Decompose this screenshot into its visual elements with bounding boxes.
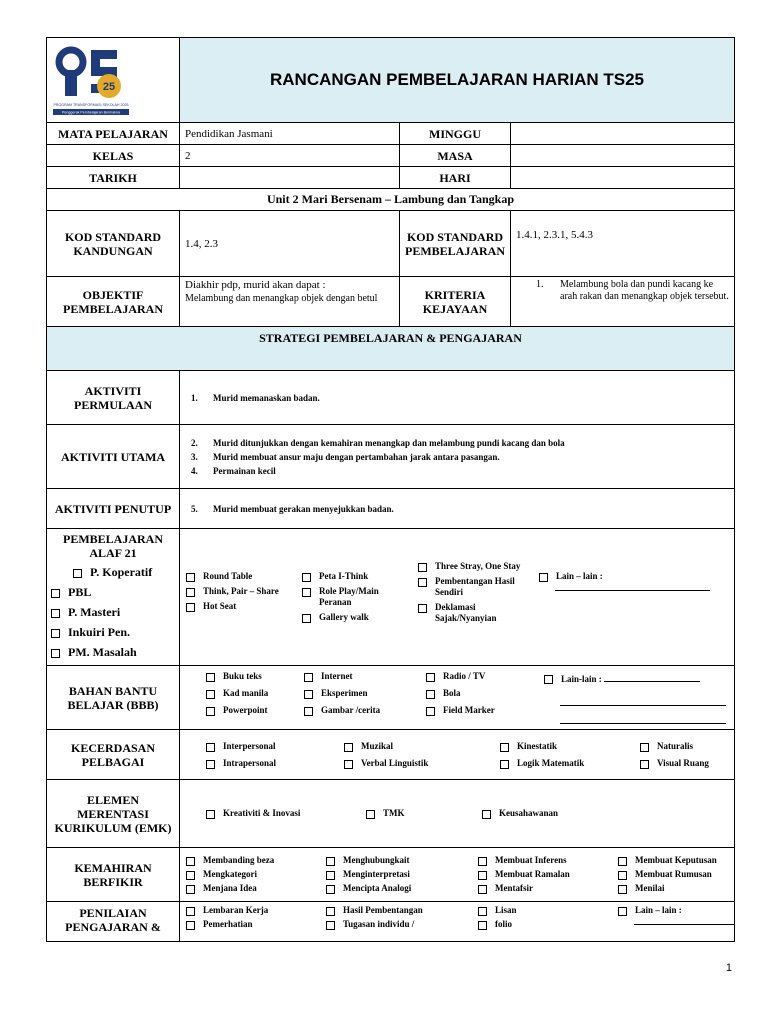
pak21-other[interactable]: Lain – lain : (539, 571, 728, 582)
class-label: KELAS (47, 145, 180, 167)
emk-options (180, 780, 735, 848)
checkbox-icon[interactable] (51, 609, 60, 618)
criteria-number: 1. (536, 279, 544, 290)
thinking-option[interactable]: Menjana Idea (186, 883, 320, 894)
learning-standard-label: KOD STANDARD PEMBELAJARAN (400, 211, 511, 277)
checkbox-icon[interactable] (206, 690, 215, 699)
checkbox-icon[interactable] (344, 743, 353, 752)
main-item: 3. Murid membuat ansur maju dengan pertambahan jarak antara pasangan. (191, 451, 500, 462)
checkbox-icon[interactable] (186, 588, 195, 597)
pak21-option[interactable]: Think, Pair – Share (186, 586, 296, 597)
thinking-option[interactable]: Membanding beza (186, 855, 320, 866)
bbb-option[interactable]: Buku teks (206, 671, 298, 682)
intelligence-option[interactable]: Intrapersonal (206, 758, 338, 769)
checkbox-icon[interactable] (618, 885, 627, 894)
logo-cell (47, 38, 180, 123)
checkbox-icon[interactable] (618, 857, 627, 866)
bbb-option[interactable]: Field Marker (426, 705, 538, 716)
checkbox-icon[interactable] (304, 673, 313, 682)
logo-caption-2: Penggerak Pembelajaran Bermakna (62, 110, 120, 115)
bbb-other[interactable]: Lain-lain : (544, 671, 728, 688)
criteria-text: Melambung bola dan pundi kacang ke arah rakan dan menangkap objek tersebut. (560, 279, 729, 302)
checkbox-icon[interactable] (302, 614, 311, 623)
checkbox-icon[interactable] (186, 573, 195, 582)
main-item: 2. Murid ditunjukkan dengan kemahiran menangkap dan melambung pundi kacang dan bola (191, 437, 565, 448)
ts25-logo-icon (51, 40, 131, 120)
assessment-label: PENILAIAN PENGAJARAN & (47, 902, 180, 942)
bbb-option[interactable]: Internet (304, 671, 420, 682)
intelligence-option[interactable]: Verbal Linguistik (344, 758, 494, 769)
thinking-option[interactable]: Mengkategori (186, 869, 320, 880)
bbb-option[interactable]: Eksperimen (304, 688, 420, 699)
checkbox-icon[interactable] (344, 760, 353, 769)
checkbox-icon[interactable] (539, 573, 548, 582)
checkbox-icon[interactable] (186, 871, 195, 880)
logo-number: 25 (102, 81, 116, 93)
intelligence-option[interactable]: Logik Matematik (500, 758, 634, 769)
assessment-option[interactable]: Hasil Pembentangan (326, 905, 472, 916)
objective-cell (180, 277, 400, 327)
closing-item: 5. Murid membuat gerakan menyejukkan badan. (191, 503, 394, 514)
thinking-option[interactable]: Membuat Rumusan (618, 869, 728, 880)
thinking-option[interactable]: Membuat Ramalan (478, 869, 612, 880)
checkbox-icon[interactable] (73, 569, 82, 578)
checkbox-icon[interactable] (206, 707, 215, 716)
emk-option[interactable]: Kreativiti & Inovasi (206, 808, 360, 819)
checkbox-icon[interactable] (304, 707, 313, 716)
thinking-option[interactable]: Membuat Inferens (478, 855, 612, 866)
checkbox-icon[interactable] (186, 885, 195, 894)
checkbox-icon[interactable] (186, 921, 195, 930)
opening-activity-cell (180, 371, 735, 425)
checkbox-icon[interactable] (500, 760, 509, 769)
checkbox-icon[interactable] (326, 921, 335, 930)
page-number: 1 (725, 962, 732, 974)
strategy-heading: STRATEGI PEMBELAJARAN & PENGAJARAN (47, 327, 735, 371)
pak21-option[interactable]: Role Play/Main Peranan (302, 586, 412, 608)
day-label: HARI (400, 167, 511, 189)
intelligence-option[interactable]: Muzikal (344, 741, 494, 752)
checkbox-icon[interactable] (326, 885, 335, 894)
criteria-label: KRITERIA KEJAYAAN (400, 277, 511, 327)
thinking-option[interactable]: Menghubungkait (326, 855, 472, 866)
intelligence-option[interactable]: Visual Ruang (640, 758, 728, 769)
time-value (511, 145, 735, 167)
pak21-option[interactable]: Pembentangan Hasil Sendiri (418, 576, 533, 598)
week-value (511, 123, 735, 145)
bbb-other-line[interactable] (560, 688, 726, 706)
checkbox-icon[interactable] (426, 673, 435, 682)
main-activity-label: AKTIVITI UTAMA (47, 425, 180, 489)
intelligence-label: KECERDASAN PELBAGAI (47, 730, 180, 780)
closing-activity-label: AKTIVITI PENUTUP (47, 489, 180, 529)
objective-text: Melambung dan menangkap objek dengan betul (185, 293, 378, 304)
bbb-other-line[interactable] (560, 706, 726, 724)
checkbox-icon[interactable] (482, 810, 491, 819)
pak21-option[interactable]: Gallery walk (302, 612, 412, 623)
intelligence-options (180, 730, 735, 780)
time-label: MASA (400, 145, 511, 167)
main-item: 4. Permainan kecil (191, 465, 276, 476)
lesson-plan-table (46, 37, 735, 942)
bbb-label: BAHAN BANTU BELAJAR (BBB) (47, 666, 180, 730)
closing-activity-cell (180, 489, 735, 529)
week-label: MINGGU (400, 123, 511, 145)
checkbox-icon[interactable] (478, 871, 487, 880)
pak21-option[interactable]: Peta I-Think (302, 571, 412, 582)
pak21-inkuiri: Inkuiri Pen. (51, 622, 175, 642)
pak21-option[interactable]: Three Stray, One Stay (418, 561, 533, 572)
assessment-options (180, 902, 735, 942)
checkbox-icon[interactable] (478, 907, 487, 916)
subject-value: Pendidikan Jasmani (180, 123, 400, 145)
assessment-option[interactable]: Lembaran Kerja (186, 905, 320, 916)
checkbox-icon[interactable] (418, 578, 427, 587)
checkbox-icon[interactable] (418, 604, 427, 613)
bbb-option[interactable]: Powerpoint (206, 705, 298, 716)
assessment-other-line[interactable] (634, 924, 734, 925)
thinking-options (180, 848, 735, 902)
date-label: TARIKH (47, 167, 180, 189)
thinking-label: KEMAHIRAN BERFIKIR (47, 848, 180, 902)
content-standard-label: KOD STANDARD KANDUNGAN (47, 211, 180, 277)
checkbox-icon[interactable] (302, 588, 311, 597)
pak21-label: PEMBELAJARAN ALAF 21 (62, 532, 163, 560)
subject-label: MATA PELAJARAN (47, 123, 180, 145)
thinking-option[interactable]: Membuat Keputusan (618, 855, 728, 866)
pak21-cell (47, 529, 180, 666)
pak21-options (180, 529, 735, 666)
thinking-option[interactable]: Mentafsir (478, 883, 612, 894)
thinking-option[interactable]: Menginterpretasi (326, 869, 472, 880)
bbb-option[interactable]: Gambar /cerita (304, 705, 420, 716)
bbb-options (180, 666, 735, 730)
checkbox-icon[interactable] (326, 907, 335, 916)
pak21-masteri: P. Masteri (51, 602, 175, 622)
checkbox-icon[interactable] (500, 743, 509, 752)
intelligence-option[interactable]: Kinestatik (500, 741, 634, 752)
checkbox-icon[interactable] (186, 603, 195, 612)
page-title: RANCANGAN PEMBELAJARAN HARIAN TS25 (180, 38, 735, 123)
checkbox-icon[interactable] (206, 743, 215, 752)
emk-label: ELEMEN MERENTASI KURIKULUM (EMK) (47, 780, 180, 848)
assessment-option[interactable]: Tugasan individu / (326, 919, 472, 930)
bbb-option[interactable]: Bola (426, 688, 538, 699)
main-activity-cell (180, 425, 735, 489)
unit-title: Unit 2 Mari Bersenam – Lambung dan Tangkap (47, 189, 735, 211)
pak21-option[interactable]: Round Table (186, 571, 296, 582)
checkbox-icon[interactable] (186, 857, 195, 866)
checkbox-icon[interactable] (51, 589, 60, 598)
pak21-koperatif: P. Koperatif (51, 562, 175, 582)
checkbox-icon[interactable] (544, 675, 553, 684)
checkbox-icon[interactable] (640, 743, 649, 752)
day-value (511, 167, 735, 189)
checkbox-icon[interactable] (304, 690, 313, 699)
checkbox-icon[interactable] (51, 629, 60, 638)
checkbox-icon[interactable] (51, 649, 60, 658)
date-value (180, 167, 400, 189)
intelligence-option[interactable]: Interpersonal (206, 741, 338, 752)
lesson-plan-page (46, 37, 734, 942)
ts25-logo (51, 40, 131, 120)
learning-standard-value: 1.4.1, 2.3.1, 5.4.3 (511, 211, 735, 277)
assessment-option[interactable]: folio (478, 919, 612, 930)
assessment-other[interactable]: Lain – lain : (618, 905, 734, 916)
thinking-option[interactable]: Mencipta Analogi (326, 883, 472, 894)
checkbox-icon[interactable] (426, 690, 435, 699)
checkbox-icon[interactable] (206, 673, 215, 682)
pak21-option[interactable]: Deklamasi Sajak/Nyanyian (418, 602, 533, 624)
logo-caption-1: PROGRAM TRANSFORMASI SEKOLAH 2025 (53, 103, 129, 107)
pak21-masalah: PM. Masalah (51, 642, 175, 662)
pak21-pbl: PBL (51, 582, 175, 602)
checkbox-icon[interactable] (478, 921, 487, 930)
criteria-cell (511, 277, 735, 327)
checkbox-icon[interactable] (640, 760, 649, 769)
checkbox-icon[interactable] (206, 760, 215, 769)
checkbox-icon[interactable] (366, 810, 375, 819)
checkbox-icon[interactable] (618, 871, 627, 880)
intelligence-option[interactable]: Naturalis (640, 741, 728, 752)
checkbox-icon[interactable] (418, 563, 427, 572)
assessment-option[interactable]: Lisan (478, 905, 612, 916)
checkbox-icon[interactable] (618, 907, 627, 916)
emk-option[interactable]: Keusahawanan (482, 808, 728, 819)
opening-activity-label: AKTIVITI PERMULAAN (47, 371, 180, 425)
emk-option[interactable]: TMK (366, 808, 476, 819)
checkbox-icon[interactable] (478, 885, 487, 894)
pak21-other-line[interactable] (555, 590, 710, 591)
content-standard-value: 1.4, 2.3 (180, 211, 400, 277)
checkbox-icon[interactable] (478, 857, 487, 866)
checkbox-icon[interactable] (326, 871, 335, 880)
bbb-option[interactable]: Radio / TV (426, 671, 538, 682)
opening-item: 1. Murid memanaskan badan. (191, 392, 320, 403)
pak21-option[interactable]: Hot Seat (186, 601, 296, 612)
bbb-option[interactable]: Kad manila (206, 688, 298, 699)
checkbox-icon[interactable] (426, 707, 435, 716)
checkbox-icon[interactable] (326, 857, 335, 866)
thinking-option[interactable]: Menilai (618, 883, 728, 894)
assessment-option[interactable]: Pemerhatian (186, 919, 320, 930)
checkbox-icon[interactable] (206, 810, 215, 819)
checkbox-icon[interactable] (302, 573, 311, 582)
objective-label: OBJEKTIF PEMBELAJARAN (47, 277, 180, 327)
objective-intro: Diakhir pdp, murid akan dapat : (185, 279, 326, 291)
class-value: 2 (180, 145, 400, 167)
checkbox-icon[interactable] (186, 907, 195, 916)
